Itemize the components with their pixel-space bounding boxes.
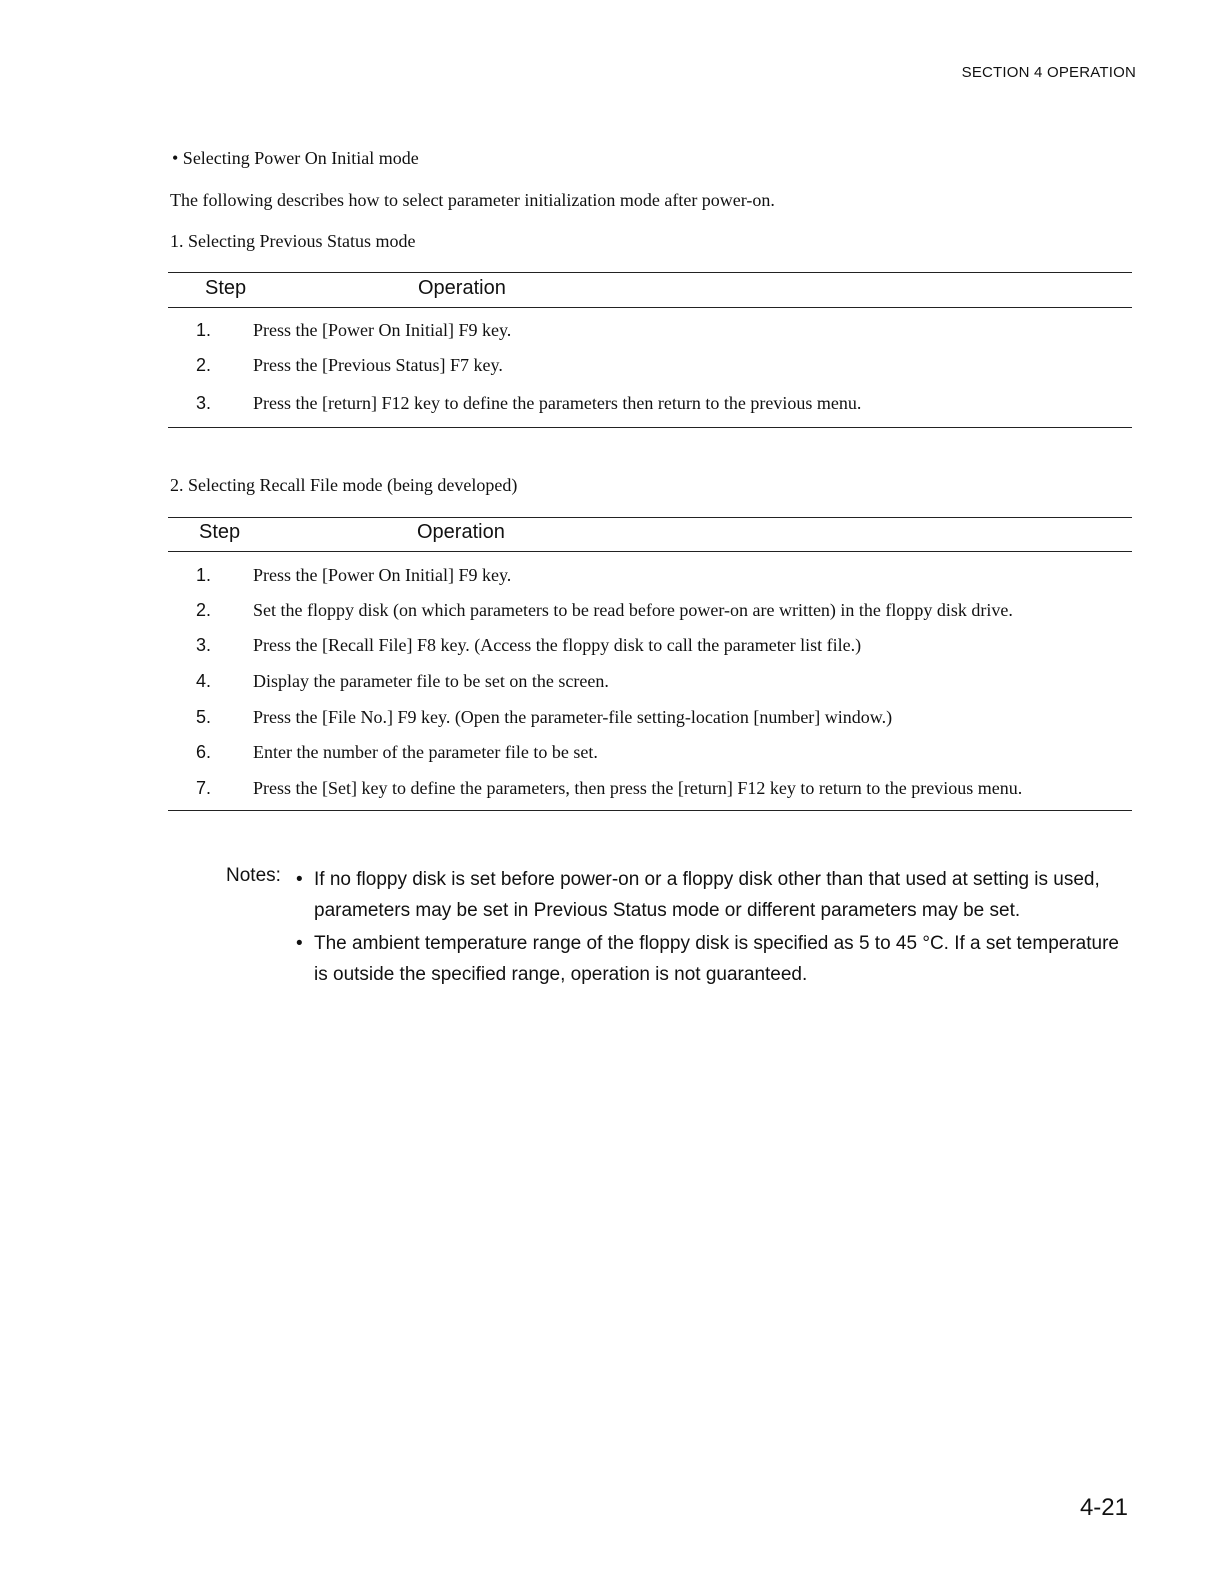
bullet-icon: •: [296, 869, 303, 890]
table1-bottom-rule: [168, 427, 1132, 428]
step-operation: Press the [Power On Initial] F9 key.: [253, 565, 512, 585]
intro-paragraph: The following describes how to select parameter initialization mode after power-on.: [170, 190, 775, 210]
step-operation: Set the floppy disk (on which parameters to be read before power-on are written) in the floppy disk drive.: [253, 600, 1013, 620]
bullet-heading: • Selecting Power On Initial mode: [172, 148, 419, 168]
note-item: [296, 928, 1136, 990]
step-number: 3.: [196, 635, 212, 655]
step-number: 4.: [196, 671, 212, 691]
step-operation: Display the parameter file to be set on the screen.: [253, 671, 609, 691]
step-operation: Enter the number of the parameter file to be set.: [253, 742, 598, 762]
step-operation: Press the [return] F12 key to define the parameters then return to the previous menu.: [253, 393, 862, 413]
step-number: 1.: [196, 320, 212, 340]
step-number: 1.: [196, 565, 212, 585]
table1-header-operation: Operation: [418, 277, 506, 299]
step-operation: Press the [Recall File] F8 key. (Access the floppy disk to call the parameter list file.): [253, 635, 862, 655]
table1-header-step: Step: [205, 277, 247, 299]
section-header: SECTION 4 OPERATION: [961, 64, 1136, 81]
table2-header-operation: Operation: [417, 521, 505, 543]
bullet-icon: •: [296, 933, 303, 954]
step-number: 3.: [196, 393, 212, 413]
table1-header-rule: [168, 307, 1132, 308]
step-operation: Press the [Previous Status] F7 key.: [253, 355, 503, 375]
table2-header-rule: [168, 551, 1132, 552]
notes-label: Notes:: [226, 865, 281, 886]
step-number: 7.: [196, 778, 212, 798]
step-number: 6.: [196, 742, 212, 762]
table2-title: 2. Selecting Recall File mode (being developed): [170, 475, 518, 495]
note-text: The ambient temperature range of the floppy disk is specified as 5 to 45 °C. If a set temperature is outside the specified range, operation is not guaranteed.: [314, 933, 1119, 985]
step-operation: Press the [File No.] F9 key. (Open the parameter-file setting-location [number] window.): [253, 707, 893, 727]
note-item: [296, 864, 1136, 926]
table1-top-rule: [168, 272, 1132, 273]
table2-header-step: Step: [199, 521, 241, 543]
table2-bottom-rule: [168, 810, 1132, 811]
note-text: If no floppy disk is set before power-on or a floppy disk other than that used at setting is used, parameters may be set in Previous Status mode or different parameters may be set.: [314, 869, 1100, 921]
page-number: 4-21: [1079, 1494, 1128, 1521]
step-operation: Press the [Power On Initial] F9 key.: [253, 320, 512, 340]
step-number: 5.: [196, 707, 212, 727]
step-number: 2.: [196, 600, 212, 620]
step-number: 2.: [196, 355, 212, 375]
table2-top-rule: [168, 517, 1132, 518]
table1-title: 1. Selecting Previous Status mode: [170, 231, 416, 251]
step-operation: Press the [Set] key to define the parameters, then press the [return] F12 key to return to the previous menu.: [253, 778, 1023, 798]
